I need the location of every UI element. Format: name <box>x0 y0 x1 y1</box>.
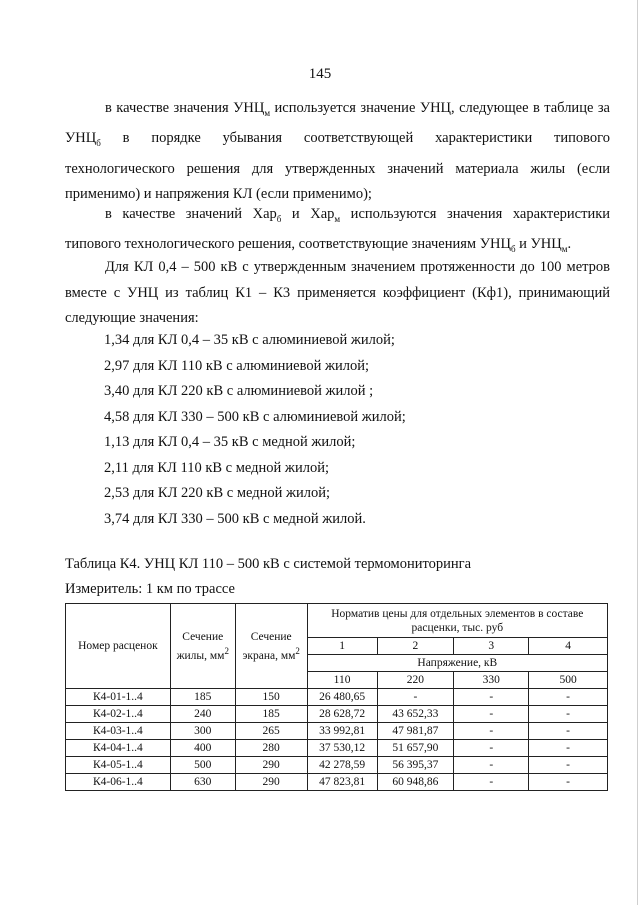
cell-110: 47 823,81 <box>307 774 377 791</box>
p2-text-e: . <box>567 236 572 253</box>
list-item: 2,53 для КЛ 220 кВ с медной жилой; <box>104 485 331 501</box>
p1-text-b: используется значение УНЦ, следующее в таблице за УНЦ <box>65 100 610 147</box>
cell-330: - <box>454 706 529 723</box>
voltage-cell: 220 <box>377 672 454 689</box>
p2-sub-3: б <box>510 244 516 255</box>
p2-sub-2: м <box>334 213 341 224</box>
table-meter: Измеритель: 1 км по трассе <box>65 581 235 597</box>
cell-core: 240 <box>170 706 235 723</box>
cell-330: - <box>454 689 529 706</box>
list-item: 2,11 для КЛ 110 кВ с медной жилой; <box>104 459 329 476</box>
list-item: 1,34 для КЛ 0,4 – 35 кВ с алюминиевой жилой; <box>104 332 395 348</box>
page-number: 145 <box>308 66 332 82</box>
cell-core: 500 <box>170 757 235 774</box>
list-item: 1,13 для КЛ 0,4 – 35 кВ с медной жилой; <box>104 434 356 450</box>
cell-500: - <box>529 740 608 757</box>
p2-sub-1: б <box>276 213 282 224</box>
cell-330: - <box>454 774 529 791</box>
cell-330: - <box>454 740 529 757</box>
cell-110: 33 992,81 <box>307 723 377 740</box>
cell-core: 185 <box>170 689 235 706</box>
col-num: 2 <box>377 638 454 655</box>
table-title: Таблица К4. УНЦ КЛ 110 – 500 кВ с системой термомониторинга <box>65 556 472 572</box>
cell-500: - <box>529 689 608 706</box>
header-voltage: Напряжение, кВ <box>307 655 607 672</box>
coefficient-list <box>104 328 406 532</box>
cell-core: 300 <box>170 723 235 740</box>
cell-screen: 290 <box>235 774 307 791</box>
cell-code: К4-04-1..4 <box>66 740 171 757</box>
table-row <box>66 689 608 706</box>
table-row <box>66 723 608 740</box>
paragraph-unc-m <box>65 96 610 208</box>
p2-text-a: в качестве значений Хар <box>105 206 277 222</box>
cell-220: - <box>377 689 454 706</box>
cell-screen: 265 <box>235 723 307 740</box>
col-num: 1 <box>307 638 377 655</box>
cell-code: К4-05-1..4 <box>66 757 171 774</box>
header-screen-section <box>235 604 307 689</box>
cell-screen: 290 <box>235 757 307 774</box>
cell-500: - <box>529 706 608 723</box>
cell-code: К4-01-1..4 <box>66 689 171 706</box>
cell-core: 630 <box>170 774 235 791</box>
cell-110: 26 480,65 <box>307 689 377 706</box>
header-screen-label: Сечение экрана, мм <box>242 630 296 662</box>
list-item: 2,97 для КЛ 110 кВ с алюминиевой жилой; <box>104 357 370 374</box>
list-item: 3,40 для КЛ 220 кВ с алюминиевой жилой ; <box>104 383 374 399</box>
p2-text-b: и Хар <box>281 206 335 222</box>
cell-110: 37 530,12 <box>307 740 377 757</box>
cell-220: 56 395,37 <box>377 757 454 774</box>
header-core-section <box>170 604 235 689</box>
cell-500: - <box>529 757 608 774</box>
col-num: 4 <box>529 638 608 655</box>
list-item: 3,74 для КЛ 330 – 500 кВ с медной жилой. <box>104 510 366 527</box>
table-row <box>66 757 608 774</box>
cell-330: - <box>454 723 529 740</box>
paragraph-coefficient: Для КЛ 0,4 – 500 кВ с утвержденным значением протяженности до 100 метров вместе с УНЦ из таблиц К1 – К3 применяется коэффициент (Кф1), принимающий следующие значения: <box>65 259 610 326</box>
table-row <box>66 740 608 757</box>
header-core-sup: 2 <box>224 645 229 656</box>
col-num: 3 <box>454 638 529 655</box>
cell-330: - <box>454 757 529 774</box>
cell-500: - <box>529 723 608 740</box>
header-core-label: Сечение жилы, мм <box>176 630 225 662</box>
cell-screen: 150 <box>235 689 307 706</box>
price-table <box>65 603 608 791</box>
p1-sub-m: м <box>264 107 271 118</box>
p1-text-c: в порядке убывания соответствующей характеристики типового технологического решения для утвержденных значений материала жилы (если применимо) и напряжения КЛ (если применимо); <box>65 130 610 203</box>
cell-110: 28 628,72 <box>307 706 377 723</box>
p2-text-c: используются значения характеристики типового технологического решения, соответствующие значениям УНЦ <box>65 206 611 253</box>
cell-110: 42 278,59 <box>307 757 377 774</box>
cell-code: К4-03-1..4 <box>66 723 171 740</box>
scan-edge-line <box>637 0 638 905</box>
cell-code: К4-06-1..4 <box>66 774 171 791</box>
p2-text-d: и УНЦ <box>515 236 562 253</box>
table-row <box>66 774 608 791</box>
header-norm: Норматив цены для отдельных элементов в составе расценки, тыс. руб <box>307 604 607 638</box>
header-code: Номер расценок <box>66 604 171 689</box>
header-screen-sup: 2 <box>295 645 300 656</box>
voltage-cell: 110 <box>307 672 377 689</box>
cell-code: К4-02-1..4 <box>66 706 171 723</box>
cell-500: - <box>529 774 608 791</box>
table-row <box>66 706 608 723</box>
cell-220: 47 981,87 <box>377 723 454 740</box>
p1-text-a: в качестве значения УНЦ <box>105 100 265 116</box>
voltage-cell: 330 <box>454 672 529 689</box>
cell-220: 43 652,33 <box>377 706 454 723</box>
cell-screen: 280 <box>235 740 307 757</box>
p2-sub-4: м <box>561 244 568 255</box>
cell-core: 400 <box>170 740 235 757</box>
cell-220: 60 948,86 <box>377 774 454 791</box>
cell-220: 51 657,90 <box>377 740 454 757</box>
cell-screen: 185 <box>235 706 307 723</box>
paragraph-har <box>65 202 610 263</box>
p1-sub-b: б <box>96 138 101 149</box>
voltage-cell: 500 <box>529 672 608 689</box>
list-item: 4,58 для КЛ 330 – 500 кВ с алюминиевой жилой; <box>104 408 406 425</box>
